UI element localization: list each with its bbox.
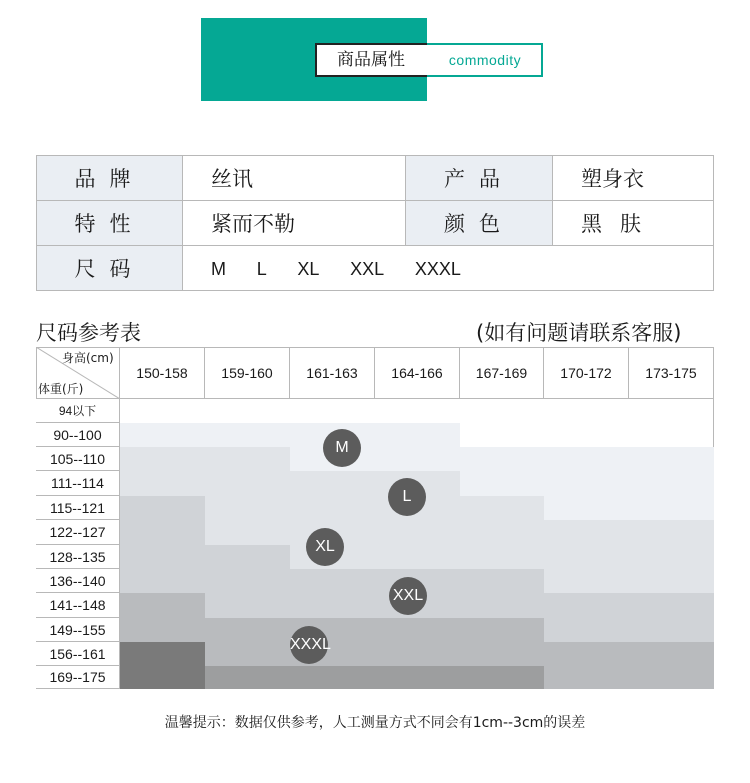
corner-weight-label: 体重(斤) bbox=[38, 382, 84, 396]
size-region-cell bbox=[544, 593, 629, 618]
corner-height-label: 身高(cm) bbox=[62, 351, 114, 365]
height-column-header: 150-158 bbox=[120, 347, 205, 399]
footer-note: 温馨提示：数据仅供参考，人工测量方式不同会有1cm--3cm的误差 bbox=[164, 715, 586, 731]
height-column-header: 173-175 bbox=[629, 347, 714, 399]
commodity-title-en: commodity bbox=[448, 52, 522, 68]
size-region-cell bbox=[290, 666, 375, 689]
size-region-cell bbox=[205, 569, 290, 593]
size-region-cell bbox=[460, 496, 544, 520]
commodity-title-cn: 商品属性 bbox=[337, 50, 405, 70]
size-region-cell bbox=[205, 423, 290, 447]
size-region-cell bbox=[205, 545, 290, 569]
size-region-cell bbox=[290, 496, 375, 520]
attr-label-color: 颜色 bbox=[406, 201, 553, 246]
size-region-cell bbox=[460, 471, 544, 496]
size-region-cell bbox=[629, 471, 714, 496]
size-region-cell bbox=[120, 569, 205, 593]
size-region-cell bbox=[544, 447, 629, 471]
size-region-cell bbox=[629, 520, 714, 545]
size-chart-title: 尺码参考表 bbox=[36, 321, 141, 345]
attr-value-product: 塑身衣 bbox=[553, 156, 714, 201]
size-region-cell bbox=[120, 666, 205, 689]
attribute-row bbox=[37, 156, 714, 201]
weight-row-header: 136--140 bbox=[36, 569, 120, 593]
weight-row-header: 169--175 bbox=[36, 666, 120, 689]
size-badge: XXL bbox=[389, 577, 427, 615]
size-region-cell bbox=[205, 642, 290, 666]
weight-row-header: 141--148 bbox=[36, 593, 120, 618]
size-badge: XL bbox=[306, 528, 344, 566]
size-region-cell bbox=[205, 447, 290, 471]
weight-row-header: 149--155 bbox=[36, 618, 120, 642]
size-region-cell bbox=[544, 471, 629, 496]
attribute-row bbox=[37, 246, 714, 291]
weight-row-header: 115--121 bbox=[36, 496, 120, 520]
weight-row-header: 105--110 bbox=[36, 447, 120, 471]
size-region-cell bbox=[120, 642, 205, 666]
size-region-cell bbox=[544, 569, 629, 593]
size-region-cell bbox=[375, 423, 460, 447]
height-column-header: 159-160 bbox=[205, 347, 290, 399]
size-region-cell bbox=[120, 545, 205, 569]
weight-row-header: 128--135 bbox=[36, 545, 120, 569]
size-region-cell bbox=[120, 447, 205, 471]
size-region-cell bbox=[460, 447, 544, 471]
attr-value-color: 黑肤 bbox=[553, 201, 714, 246]
attr-label-feature: 特性 bbox=[37, 201, 183, 246]
size-region-cell bbox=[120, 423, 205, 447]
weight-row-header: 156--161 bbox=[36, 642, 120, 666]
size-region-cell bbox=[629, 593, 714, 618]
size-region-cell bbox=[375, 520, 460, 545]
size-region-cell bbox=[375, 447, 460, 471]
size-badge: L bbox=[388, 478, 426, 516]
size-region-cell bbox=[629, 545, 714, 569]
height-column-header: 167-169 bbox=[460, 347, 544, 399]
size-region-cell bbox=[205, 618, 290, 642]
size-chart-note: (如有问题请联系客服) bbox=[476, 321, 682, 345]
size-option: XXXL bbox=[414, 259, 461, 279]
size-region-cell bbox=[544, 618, 629, 642]
weight-row-header: 90--100 bbox=[36, 423, 120, 447]
size-region-cell bbox=[290, 593, 375, 618]
size-region-cell bbox=[544, 520, 629, 545]
size-region-cell bbox=[544, 642, 629, 666]
size-region-cell bbox=[375, 642, 460, 666]
attr-label-product: 产品 bbox=[406, 156, 553, 201]
size-region-cell bbox=[120, 593, 205, 618]
attr-value-brand: 丝讯 bbox=[183, 156, 406, 201]
height-column-header: 164-166 bbox=[375, 347, 460, 399]
size-region-cell bbox=[629, 496, 714, 520]
size-region-cell bbox=[375, 545, 460, 569]
size-badge: XXXL bbox=[290, 626, 328, 664]
height-column-header: 170-172 bbox=[544, 347, 629, 399]
size-region-cell bbox=[629, 666, 714, 689]
size-region-cell bbox=[290, 569, 375, 593]
size-region-cell bbox=[205, 471, 290, 496]
size-region-cell bbox=[120, 496, 205, 520]
size-region-cell bbox=[205, 593, 290, 618]
size-region-cell bbox=[629, 569, 714, 593]
height-column-header: 161-163 bbox=[290, 347, 375, 399]
size-region-cell bbox=[120, 471, 205, 496]
size-region-cell bbox=[375, 666, 460, 689]
attr-label-size: 尺码 bbox=[37, 246, 183, 291]
size-region-cell bbox=[629, 618, 714, 642]
size-region-cell bbox=[205, 520, 290, 545]
size-region-cell bbox=[460, 618, 544, 642]
size-region-cell bbox=[629, 642, 714, 666]
size-region-cell bbox=[460, 642, 544, 666]
size-region-cell bbox=[120, 520, 205, 545]
size-region-cell bbox=[375, 618, 460, 642]
weight-row-header: 111--114 bbox=[36, 471, 120, 496]
size-region-cell bbox=[460, 593, 544, 618]
size-region-cell bbox=[460, 545, 544, 569]
size-region-cell bbox=[460, 666, 544, 689]
size-option: M bbox=[211, 259, 226, 279]
size-region-cell bbox=[544, 545, 629, 569]
attr-label-brand: 品牌 bbox=[37, 156, 183, 201]
size-region-cell bbox=[290, 471, 375, 496]
attr-value-sizes bbox=[183, 246, 714, 291]
size-option: L bbox=[256, 259, 267, 279]
size-badge: M bbox=[323, 429, 361, 467]
size-region-cell bbox=[544, 496, 629, 520]
size-option: XL bbox=[297, 259, 320, 279]
attr-value-feature: 紧而不勒 bbox=[183, 201, 406, 246]
size-region-cell bbox=[205, 496, 290, 520]
attribute-table bbox=[36, 155, 714, 291]
size-region-cell bbox=[629, 447, 714, 471]
weight-row-header: 122--127 bbox=[36, 520, 120, 545]
size-region-cell bbox=[460, 520, 544, 545]
weight-row-header: 94以下 bbox=[36, 399, 120, 423]
size-option: XXL bbox=[350, 259, 385, 279]
attribute-row bbox=[37, 201, 714, 246]
size-region-cell bbox=[460, 569, 544, 593]
size-region-cell bbox=[544, 666, 629, 689]
size-region-cell bbox=[120, 618, 205, 642]
size-region-cell bbox=[205, 666, 290, 689]
